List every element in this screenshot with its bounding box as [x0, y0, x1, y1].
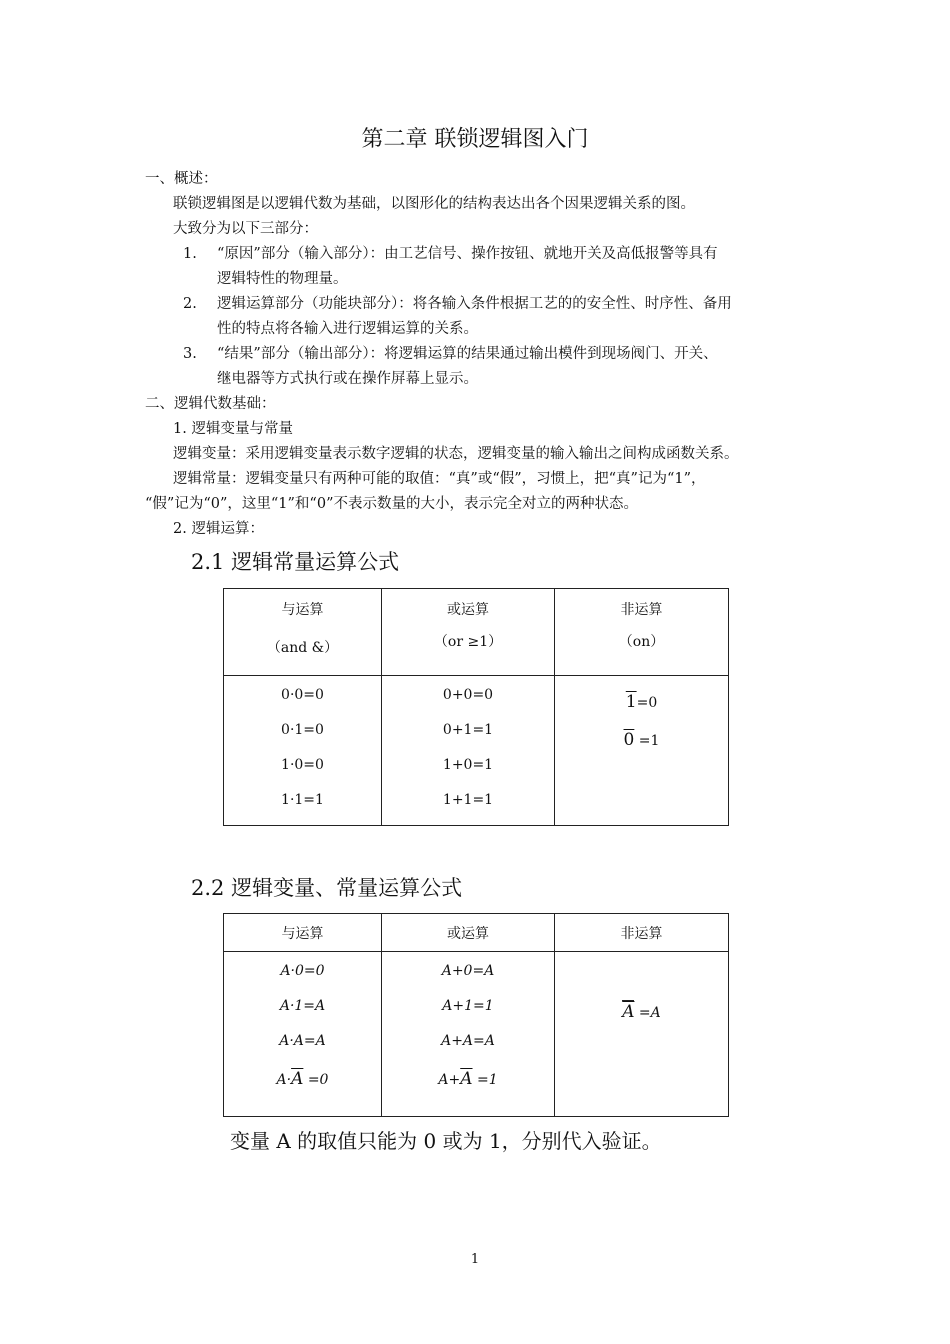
negated-variable: $\overline{A}$	[460, 1069, 473, 1089]
list-item-text: “原因”部分（输入部分）：由工艺信号、操作按钮、就地开关及高低报警等具有	[217, 246, 718, 262]
not-operations-cell: $\overline{A} =A$	[555, 952, 729, 1117]
conclusion-text: 变量 A 的取值只能为 0 或为 1，分别代入验证。	[230, 1129, 662, 1153]
and-operations-cell: 0·0=0 0·1=0 1·0=0 1·1=1	[224, 676, 382, 826]
overview-intro: 联锁逻辑图是以逻辑代数为基础，以图形化的结构表达出各个因果逻辑关系的图。	[173, 196, 695, 212]
list-item-text: 逻辑特性的物理量。	[217, 271, 348, 287]
not-operations-cell: 1=0 0 =1	[555, 676, 729, 826]
list-item-number: 1.	[183, 246, 197, 262]
section-heading-logic-algebra: 二、逻辑代数基础：	[145, 396, 276, 412]
page-number: 1	[470, 1252, 480, 1267]
list-item-text: “结果”部分（输出部分）：将逻辑运算的结果通过输出模件到现场阀门、开关、	[217, 346, 718, 362]
table-header-cell: 或运算	[382, 914, 555, 952]
list-item-number: 2.	[183, 296, 197, 312]
double-negated-variable: $\overline{A}$	[622, 1002, 635, 1022]
list-item-number: 3.	[183, 346, 197, 362]
list-item-text: 继电器等方式执行或在操作屏幕上显示。	[217, 371, 478, 387]
logic-variable-definition: 逻辑变量：采用逻辑变量表示数字逻辑的状态，逻辑变量的输入输出之间构成函数关系。	[173, 446, 739, 462]
section-heading-overview: 一、概述：	[145, 171, 218, 187]
or-operations-cell: 0+0=0 0+1=1 1+0=1 1+1=1	[382, 676, 555, 826]
and-operations-cell: A·0=0 A·1=A A·A=A $A\cdot\overline{A} =0$	[224, 952, 382, 1117]
or-operations-cell: A+0=A A+1=1 A+A=A $A+\overline{A} =1$	[382, 952, 555, 1117]
subsection-heading: 2. 逻辑运算：	[173, 521, 264, 537]
logic-constant-definition: 逻辑常量：逻辑变量只有两种可能的取值：“真”或“假”，习惯上，把“真”记为“1”，	[173, 471, 706, 487]
negated-variable: $\overline{A}$	[291, 1069, 304, 1089]
negated-constant: 1	[625, 692, 637, 712]
table-header-cell: 或运算 （or ≥1）	[382, 589, 555, 676]
list-item-text: 性的特点将各输入进行逻辑运算的关系。	[217, 321, 478, 337]
page-title: 第二章 联锁逻辑图入门	[361, 127, 589, 152]
table-header-cell: 非运算 （on）	[555, 589, 729, 676]
logic-constant-definition-cont: “假”记为“0”，这里“1”和“0”不表示数量的大小，表示完全对立的两种状态。	[145, 496, 638, 512]
negated-constant: 0	[623, 730, 635, 750]
table-header-cell: 与运算	[224, 914, 382, 952]
constant-operations-table	[223, 588, 729, 826]
table1-heading: 2.1 逻辑常量运算公式	[191, 550, 400, 574]
table-header-cell: 非运算	[555, 914, 729, 952]
overview-parts-intro: 大致分为以下三部分：	[173, 221, 318, 237]
table2-heading: 2.2 逻辑变量、常量运算公式	[191, 876, 463, 900]
variable-operations-table	[223, 913, 729, 1117]
list-item-text: 逻辑运算部分（功能块部分）：将各输入条件根据工艺的的安全性、时序性、备用	[217, 296, 732, 312]
table-header-cell: 与运算 （and &）	[224, 589, 382, 676]
subsection-heading: 1. 逻辑变量与常量	[173, 421, 293, 437]
